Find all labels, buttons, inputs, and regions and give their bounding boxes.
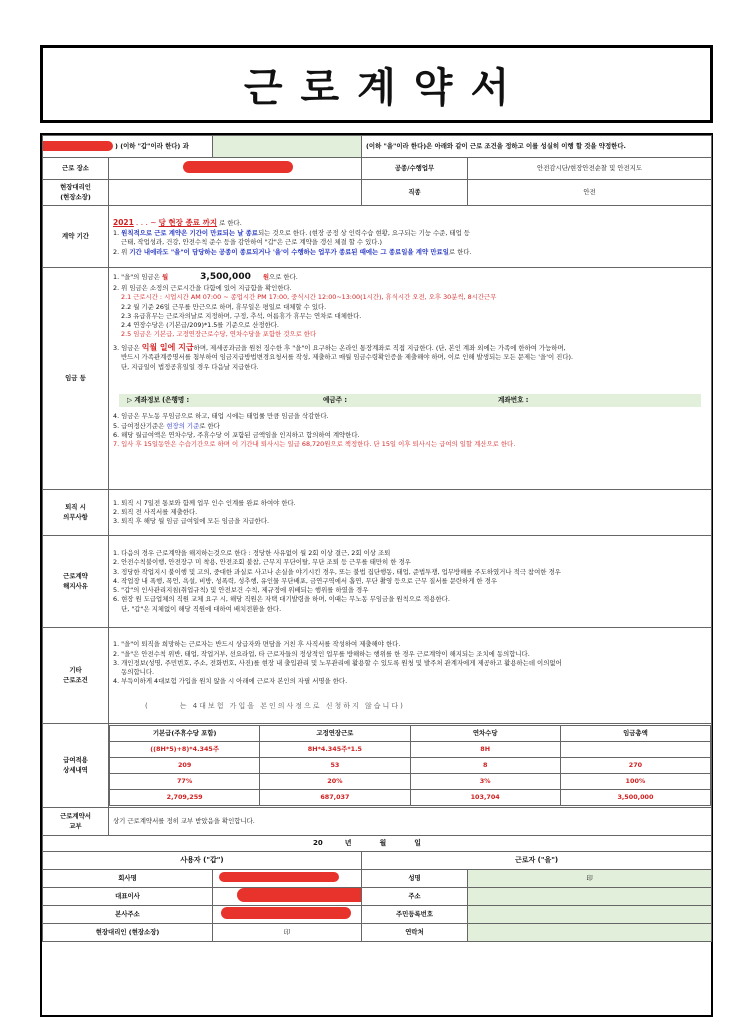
agent-value[interactable] <box>109 180 362 206</box>
redacted-employer <box>43 141 113 151</box>
workplace-label: 근로 장소 <box>43 158 109 180</box>
worker-name-field[interactable] <box>213 136 362 158</box>
pay-detail-row <box>43 724 712 808</box>
task-value: 안전감시단/현장안전순찰 및 안전지도 <box>468 158 712 180</box>
document-title: 근로계약서 <box>243 64 528 111</box>
redacted-ceo <box>237 888 362 902</box>
redacted-company <box>219 872 339 882</box>
worker-address-field[interactable] <box>468 888 712 906</box>
position-label: 직종 <box>362 180 468 206</box>
redacted-workplace <box>183 161 293 173</box>
contract-table <box>42 135 712 942</box>
employer-title: 사용자 ("갑") <box>43 852 362 870</box>
period-label: 계약 기간 <box>43 206 109 268</box>
task-label: 공종/수행업무 <box>362 158 468 180</box>
delivery-label: 근로계약서 교부 <box>43 808 109 836</box>
workplace-value[interactable] <box>109 158 362 180</box>
delivery-text: 상기 근로계약서를 정히 교부 받았음을 확인합니다. <box>109 808 712 836</box>
wage-label: 임금 등 <box>43 268 109 490</box>
hq-address-value[interactable] <box>213 906 362 924</box>
intro-employer-suffix: ) (이하 "갑"이라 한다) 과 <box>115 142 189 151</box>
wage-line-1: 1. "을"의 임금은 월 3,500,000 원으로 한다. <box>113 272 298 282</box>
agent-row <box>43 180 712 206</box>
signature-row-1: 회사명 성명 印 <box>43 870 712 888</box>
termination-row: 근로계약 해지사유 1. 다음의 경우 근로계약을 해지하는것으로 한다 : 정당한 사유없이 월 2회 이상 결근, 2회 이상 조퇴 2. 안전수칙불이행, 안전장구 미 착용, 안전조회 불참, 근무지 무단이탈, 무단 조퇴 등 근무를 태만히 한 경우 3. 정당한 작업지시 불이행 및 고의, 중대한 과실로 사고나 손실을 야기시킨 경우, 또는 불법 집단행동, 태업, 준법투쟁, 업무방해를 주도하였거나 적극 참여한 경우 4. 작업장 내 폭행, 폭언, 욕설, 비방, 성폭력, 성추행, 유인물 무단배포, 금연구역에서 흡연, 무단 촬영 등으로 근무 질서를 문란하게 한 경우 5. "갑"의 인사관리지침(취업규칙) 및 안전보건 수칙, 제규정에 위배되는 행위를 하였을 경우 6. 현장 원 도급업체의 직원 교체 요구 시, 해당 직원은 자택 대기발령을 하며, 이때는 무노동 무임금을 원칙으로 적용한다. 단, "갑"은 지체없이 해당 직원에 대하여 배치전환을 한다. <box>43 536 712 628</box>
intro-row <box>43 136 712 158</box>
insurance-waiver[interactable]: ( 는 4대보험 가입을 본인의사정으로 신청하지 않습니다) <box>145 701 405 710</box>
site-manager-seal[interactable]: 印 <box>213 924 362 942</box>
workplace-row <box>43 158 712 180</box>
position-value: 안전 <box>468 180 712 206</box>
worker-id-field[interactable] <box>468 906 712 924</box>
worker-name-sign[interactable]: 印 <box>468 870 712 888</box>
other-label: 기타 근로조건 <box>43 628 109 724</box>
period-line-1: 2021 . . . ~ 당 현장 종료 까지 로 한다. <box>113 218 242 228</box>
wage-amount: 3,500,000 <box>200 272 251 282</box>
contract-document <box>40 133 713 1017</box>
period-line-2: 1. 원칙적으로 근로 계약은 기간이 만료되는 날 종료되는 것으로 한다. (현장 공정 상 인력수습 현황, 요구되는 기능 수준, 태업 등 <box>113 229 470 238</box>
resign-row: 퇴직 시 의무사항 1. 퇴직 시 7일전 통보와 함께 업무 인수 인계를 완료 하여야 한다. 2. 퇴직 전 사직서를 제출한다. 3. 퇴직 후 해당 월 임금 급여일에 모든 임금을 지급한다. <box>43 490 712 536</box>
signature-row-4: 현장대리인 (현장소장) 印 연락처 <box>43 924 712 942</box>
ceo-value[interactable] <box>213 888 362 906</box>
signature-row-2: 대표이사 주소 <box>43 888 712 906</box>
pay-detail-table: 기본급(주휴수당 포함) 고정연장근로 연차수당 임금총액 ((8H*5)+8)*4.345주 8H*4.345주*1.5 8H 209 53 8 270 77% 20% 3% 100% 2,709,259 687,037 103,704 3,500,000 <box>109 725 711 806</box>
account-info-box[interactable]: ▷ 계좌정보 (은행명 : 예금주 : 계좌번호 : <box>119 394 701 408</box>
date-row <box>43 836 712 852</box>
pay-detail-label: 급여적용 상세내역 <box>43 724 109 808</box>
period-line-3: 근태, 작업성과, 건강, 안전수칙 준수 등을 감안하여 "갑"은 근로 계약을 갱신 체결 할 수 있다.) <box>121 238 383 247</box>
company-name-value[interactable] <box>213 870 362 888</box>
resign-label: 퇴직 시 의무사항 <box>43 490 109 536</box>
period-line-4: 2. 위 기간 내에라도 "을"이 담당하는 공종이 종료되거나 '을'이 수행하는 업무가 종료된 때에는 그 종료일을 계약 만료일로 한다. <box>113 247 472 256</box>
intro-text: (이하 "을"이라 한다)은 아래와 같이 근로 조건을 정하고 이를 성실히 이행 할 것을 약정한다. <box>362 136 712 158</box>
worker-title: 근로자 ("을") <box>362 852 712 870</box>
wage-row: 임금 등 1. "을"의 임금은 월 3,500,000 원으로 한다. 2. 위 임금은 소정의 근로시간을 다함에 있어 지급함을 확인한다. 2.1 근로시간 : 시업시간 AM 07:00 ~ 종업시간 PM 17:00, 중식시간 12:00~13:00(1시간), 휴식시간 오전, 오후 30분씩, 8시간근무 2.2 월 기준 26일 근무를 만근으로 하며, 휴무일은 평일로 대체할 수 있다. 2.3 유급휴무는 근로자의날로 지정하며, 구정, 추석, 어름휴가 휴무는 연차로 대체한다. 2.4 연장수당은 (기본급/209)*1.5를 기준으로 산정한다. 2.5 임금은 기본급, 고정연장근로수당, 연차수당을 포함한 것으로 한다 3. 임금은 익월 일에 지급하며, 제세공과금을 원천 징수한 후 "을"이 요구하는 온라인 통장계좌로 직접 지급한다. (단, 본인 계좌 외에는 가족에 한하여 가능하며, 반드시 가족관계증명서를 첨부하여 임금지급방법변경요청서를 작성, 제출하고 매월 임금수령확인증을 제출해야 하며, 이로 인해 발생되는 모든 문제는 '을'이 진다). 단, 지급일이 법정공휴일일 경우 다음날 지급한다. ▷ 계좌정보 (은행명 : 예금주 : 계좌번호 : 4. 임금은 무노동 무임금으로 하고, 태업 시에는 태업률 만큼 임금을 삭감한다. 5. 급여정산기준은 현장의 기준로 한다 6. 해당 월급여액은 연차수당, 주휴수당 이 포함된 금액임을 인지하고 합의하여 계약한다. 7. 입사 후 15일동안은 수습기간으로 하며 이 기간내 퇴사시는 일급 68,720원으로 책정한다. 단 15일 이후 퇴사시는 급여의 일할 계산으로 한다. <box>43 268 712 490</box>
redacted-hq-address <box>221 907 351 919</box>
worker-phone-field[interactable] <box>468 924 712 942</box>
period-row <box>43 206 712 268</box>
signature-header-row <box>43 852 712 870</box>
signature-row-3: 본사주소 주민등록번호 <box>43 906 712 924</box>
other-conditions-row: 기타 근로조건 1. "을"이 퇴직을 희망하는 근로자는 반드시 상급자와 면담을 거친 후 사직서를 작성하여 제출해야 한다. 2. "을"은 안전수칙 위반, 태업, 작업거부, 선요라업, 타 근로자들의 정상적인 업무를 방해하는 행위를 한 경우 근로계약이 해지되는 조치에 동의합니다. 3. 개인정보(성명, 주민번호, 주소, 전화번호, 사진)를 현장 내 출입관리 및 노무관리에 활용할 수 있도록 원청 및 발주처 관계자에게 제공하고 활용하는데 이의없어 동의합니다. 4. 부득이하게 4대보험 가입을 원치 않을 시 아래에 근로자 본인의 자필 서명을 한다. ( 는 4대보험 가입을 본인의사정으로 신청하지 않습니다) <box>43 628 712 724</box>
termination-label: 근로계약 해지사유 <box>43 536 109 628</box>
title-box <box>40 45 713 123</box>
agent-label: 현장대리인 (현장소장) <box>43 180 109 206</box>
delivery-row <box>43 808 712 836</box>
contract-date[interactable]: 20 년 월 일 <box>43 836 712 852</box>
